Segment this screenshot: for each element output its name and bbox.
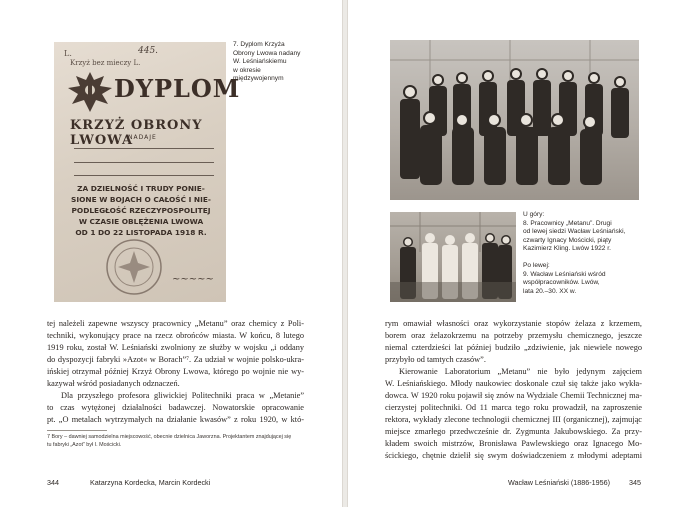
diploma-signature: ~~~~~ xyxy=(172,274,214,285)
diploma-naday: NADAJE xyxy=(128,134,157,141)
diploma-fill-line xyxy=(74,175,214,176)
group-photo-figures xyxy=(390,40,639,200)
caption-line: lata 20.–30. XX w. xyxy=(523,287,577,295)
text-line: rym omawiał własności oraz wykorzystanie stopów żelaza z krzemem, xyxy=(385,319,642,328)
text-line: borem oraz żelazokrzemu na potrzeby przemysłu chemicznego, jeszcze xyxy=(385,331,642,340)
text-line: przybyło od tamtych czasów”. xyxy=(385,355,486,364)
text-line: pt. „O metalach wytrzymałych na działanie kwasów” z roku 1920, w któ- xyxy=(47,415,304,424)
diploma-handwriting-l: L. xyxy=(64,49,72,58)
diploma-body-line: PODLEGŁOŚĆ RZECZYPOSPOLITEJ xyxy=(71,206,211,215)
text-line: Kierowanie Laboratorium „Metanu” nie było jedynym zajęciem xyxy=(399,367,642,376)
text-line: ińskiej otrzymał później Krzyż Obrony Lwowa, którego po wojnie nie wy- xyxy=(47,367,304,376)
text-line: cierzystej politechniki. Od 11 marca tego roku prowadził, na zaproszenie xyxy=(385,403,642,412)
right-page xyxy=(347,0,690,507)
caption-line: Obrony Lwowa nadany xyxy=(233,49,301,57)
coworkers-photo xyxy=(390,212,516,302)
footnote-line: tu fabryki „Azot” był I. Mościcki. xyxy=(47,441,122,448)
caption-line: Kazimierz Kling. Lwów 1922 r. xyxy=(523,245,611,253)
text-line: do dyspozycji fabryki »Azot« w Borach”⁷. Za udział w wojnie polsko-ukra- xyxy=(47,355,304,364)
caption-heading-top: U góry: xyxy=(523,211,545,218)
text-line: dowca. W 1920 roku pojawił się znów na Wydziale Chemii Technicznej ma- xyxy=(385,391,642,400)
diploma-body-line: W CZASIE OBLĘŻENIA LWOWA xyxy=(78,217,204,226)
text-line: tej należeli zapewne wszyscy pracownicy „Metanu” oraz chemicy z Poli- xyxy=(47,319,304,328)
footnote-rule xyxy=(47,430,107,431)
text-line: kładem swoich mistrzów, Bronisława Pawlewskiego oraz Ignacego Mo- xyxy=(385,439,642,448)
caption-heading-bottom: Po lewej: xyxy=(523,261,550,269)
left-page-number: 344 xyxy=(47,478,59,487)
right-running-foot: Wacław Leśniański (1886-1956) xyxy=(508,478,611,487)
group-photo-metanu xyxy=(390,40,639,200)
figure-7-caption xyxy=(233,41,300,84)
text-line: to czas wytężonej działalności badawczej. Nowatorskie opracowanie xyxy=(47,403,304,412)
caption-line: W. Leśniańskiemu xyxy=(233,58,287,66)
footnote xyxy=(47,434,307,449)
caption-line: 7. Dyplom Krzyża xyxy=(233,41,285,48)
coworkers-photo-figures xyxy=(390,212,516,302)
caption-line: w okresie xyxy=(233,66,261,74)
text-line: ścickiego, chętnie dzielił się swym doświadczeniem z młodymi adeptami xyxy=(385,451,642,460)
left-running-foot: Katarzyna Kordecka, Marcin Kordecki xyxy=(90,478,211,487)
text-line: miejsce zmarłego przedwcześnie dr. Zygmunta Jakubowskiego. Za przy- xyxy=(385,427,642,436)
diploma-fill-line xyxy=(74,148,214,149)
text-line: 1919 roku, został W. Leśniański zwolniony ze służby w wojsku „i oddany xyxy=(47,343,304,352)
footnote-line: 7 Bory – dawniej samodzielna miejscowość, obecnie dzielnica Jaworzna. Projektantem znajdującej się xyxy=(47,434,292,440)
eagle-emblem-icon xyxy=(62,68,118,116)
diploma-title: DYPLOM xyxy=(114,74,241,103)
caption-line: 9. Wacław Leśniański wśród xyxy=(523,270,606,278)
diploma-body-text xyxy=(60,183,222,238)
diploma-body-line: ZA DZIELNOŚĆ I TRUDY PONIE- xyxy=(77,184,205,193)
text-line: rektora, wykłady zlecone technologii chemicznej III (organicznej), zajmując xyxy=(385,415,642,424)
caption-line: współpracowników. Lwów, xyxy=(523,279,600,287)
caption-line: od lewej siedzi Wacław Leśniański, xyxy=(523,228,626,236)
text-line: techniki, wykonujący prace na rzecz obrońców miasta. W końcu, 8 lutego xyxy=(47,331,304,340)
left-body-text xyxy=(47,318,304,426)
text-line: niemal czterdzieści lat później budziło „zdziwienie, jak niewiele nowego xyxy=(385,343,642,352)
figures-8-9-caption xyxy=(523,211,625,296)
text-line: W. Leśniańskiego. Młody naukowiec doskonale czuł się także jako wykła- xyxy=(385,379,642,388)
diploma-subheading: Krzyż bez mieczy L. xyxy=(70,59,141,67)
diploma-photo xyxy=(54,42,241,302)
caption-line: czwarty Ignacy Mościcki, piąty xyxy=(523,236,612,244)
text-line: kazywał wśród posiadanych odznaczeń. xyxy=(47,379,180,388)
text-line: Dla przyszłego profesora gliwickiej Politechniki praca w „Metanie” xyxy=(61,391,304,400)
diploma-cross-name: KRZYŻ OBRONY LWOWA xyxy=(70,118,203,148)
diploma-fill-line xyxy=(74,162,214,163)
caption-line: międzywojennym xyxy=(233,75,284,83)
right-page-number: 345 xyxy=(629,478,641,487)
right-body-text xyxy=(385,318,642,462)
diploma-body-line: SIONE W BOJACH O CAŁOŚĆ I NIE- xyxy=(71,195,211,204)
diploma-body-line: OD 1 DO 22 LISTOPADA 1918 R. xyxy=(75,228,207,237)
seal-stamp-icon xyxy=(104,237,164,297)
caption-line: 8. Pracownicy „Metanu”. Drugi xyxy=(523,219,612,227)
diploma-handwriting-number: 445. xyxy=(138,46,159,56)
left-page xyxy=(0,0,343,507)
